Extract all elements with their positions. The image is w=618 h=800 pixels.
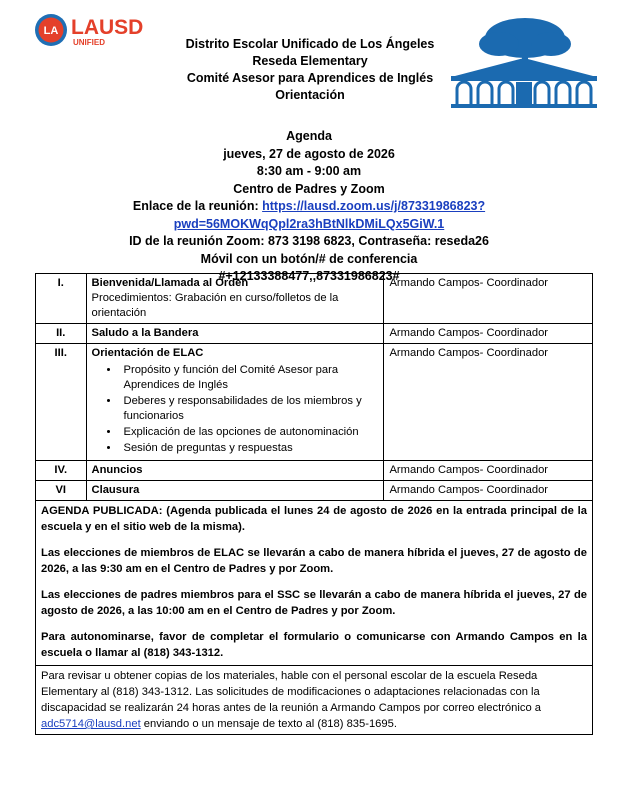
notice-elac-elections: Las elecciones de miembros de ELAC se llevarán a cabo de manera híbrida el jueves, 27 de agosto de 2026, a las 9:30 am en el Centro de Padres y por Zoom.	[41, 547, 587, 575]
row-title: Anuncios	[86, 461, 384, 481]
bullet-list	[92, 363, 379, 456]
row-number: III.	[36, 344, 87, 461]
logo-main-text: LAUSD	[71, 16, 144, 39]
lausd-logo	[34, 12, 154, 48]
mobile-label: Móvil con un botón/# de conferencia	[200, 251, 418, 266]
tree-and-arches-logo	[447, 14, 601, 110]
row-detail: Procedimientos: Grabación en curso/folletos de la orientación	[91, 292, 339, 319]
agenda-title: Agenda	[286, 129, 332, 143]
committee-name: Comité Asesor para Aprendices de Inglés	[186, 71, 434, 85]
agenda-info	[0, 128, 618, 286]
row-item	[86, 274, 384, 324]
list-item: • Deberes y responsabilidades de los miembros y funcionarios	[120, 394, 379, 424]
row-title: Saludo a la Bandera	[86, 324, 384, 344]
email-link[interactable]: adc5714@lausd.net	[41, 718, 141, 730]
agenda-time: 8:30 am - 9:00 am	[256, 164, 362, 178]
meeting-link[interactable]: https://lausd.zoom.us/j/87331986823?pwd=56MOKWqQpl2ra3hBtNlkDMiLQx5GiW.1	[173, 199, 486, 231]
row-presenter: Armando Campos- Coordinador	[384, 481, 593, 501]
table-row	[36, 481, 593, 501]
notice-posted: AGENDA PUBLICADA: (Agenda publicada el lunes 24 de agosto de 2026 en la entrada principal de la escuela y en el sitio web de la misma).	[41, 505, 587, 533]
logo-badge-text: LA	[43, 25, 59, 37]
agenda-place: Centro de Padres y Zoom	[233, 181, 385, 196]
row-presenter: Armando Campos- Coordinador	[384, 324, 593, 344]
row-presenter: Armando Campos- Coordinador	[384, 461, 593, 481]
list-item: • Propósito y función del Comité Asesor para Aprendices de Inglés	[120, 363, 379, 393]
row-item	[86, 344, 384, 461]
footer-text: Para revisar u obtener copias de los materiales, hable con el personal escolar de la escuela Reseda Elementary al (818) 343-1312. Las solicitudes de modificaciones o adaptaciones relacionadas con la discapacidad se realizarán 24 horas antes de la reunión a Armando Campos por correo electrónico a	[41, 670, 542, 714]
logo-sub-text: UNIFIED	[73, 38, 105, 47]
meeting-link-line	[0, 198, 618, 233]
footer-cell	[36, 666, 593, 735]
agenda-date: jueves, 27 de agosto de 2026	[223, 146, 395, 161]
table-row	[36, 324, 593, 344]
footer-tail: enviando o un mensaje de texto al (818) 835-1695.	[140, 718, 397, 730]
row-number: VI	[36, 481, 87, 501]
notes-cell	[36, 501, 593, 666]
table-row	[36, 461, 593, 481]
document-header	[150, 36, 470, 104]
notice-self-nomination: Para autonominarse, favor de completar el formulario o comunicarse con Armando Campos en la escuela o llamar al (818) 343-1312.	[41, 631, 587, 659]
table-row	[36, 274, 593, 324]
table-row	[36, 344, 593, 461]
mobile-number: #+12133388477,,87331986823#	[218, 269, 400, 283]
notice-ssc-elections: Las elecciones de padres miembros para el SSC se llevarán a cabo de manera híbrida el jueves, 27 de agosto de 2026, a las 10:00 am en el Centro de Padres y por Zoom.	[41, 589, 587, 617]
footer-row	[36, 666, 593, 735]
list-item: • Explicación de las opciones de autonominación	[120, 425, 379, 440]
agenda-table	[35, 273, 593, 735]
row-title: Bienvenida/Llamada al Orden	[91, 277, 249, 289]
meeting-type: Orientación	[275, 88, 345, 102]
row-title: Clausura	[86, 481, 384, 501]
list-item: • Sesión de preguntas y respuestas	[120, 441, 379, 456]
notes-row	[36, 501, 593, 666]
row-presenter: Armando Campos- Coordinador	[384, 274, 593, 324]
school-name: Reseda Elementary	[252, 54, 368, 68]
district-name: Distrito Escolar Unificado de Los Ángeles	[185, 37, 435, 51]
meeting-id: ID de la reunión Zoom: 873 3198 6823, Contraseña: reseda26	[129, 234, 489, 248]
row-presenter: Armando Campos- Coordinador	[384, 344, 593, 461]
row-number: II.	[36, 324, 87, 344]
row-number: I.	[36, 274, 87, 324]
row-number: IV.	[36, 461, 87, 481]
meeting-link-label: Enlace de la reunión:	[132, 199, 259, 213]
row-title: Orientación de ELAC	[91, 347, 204, 359]
